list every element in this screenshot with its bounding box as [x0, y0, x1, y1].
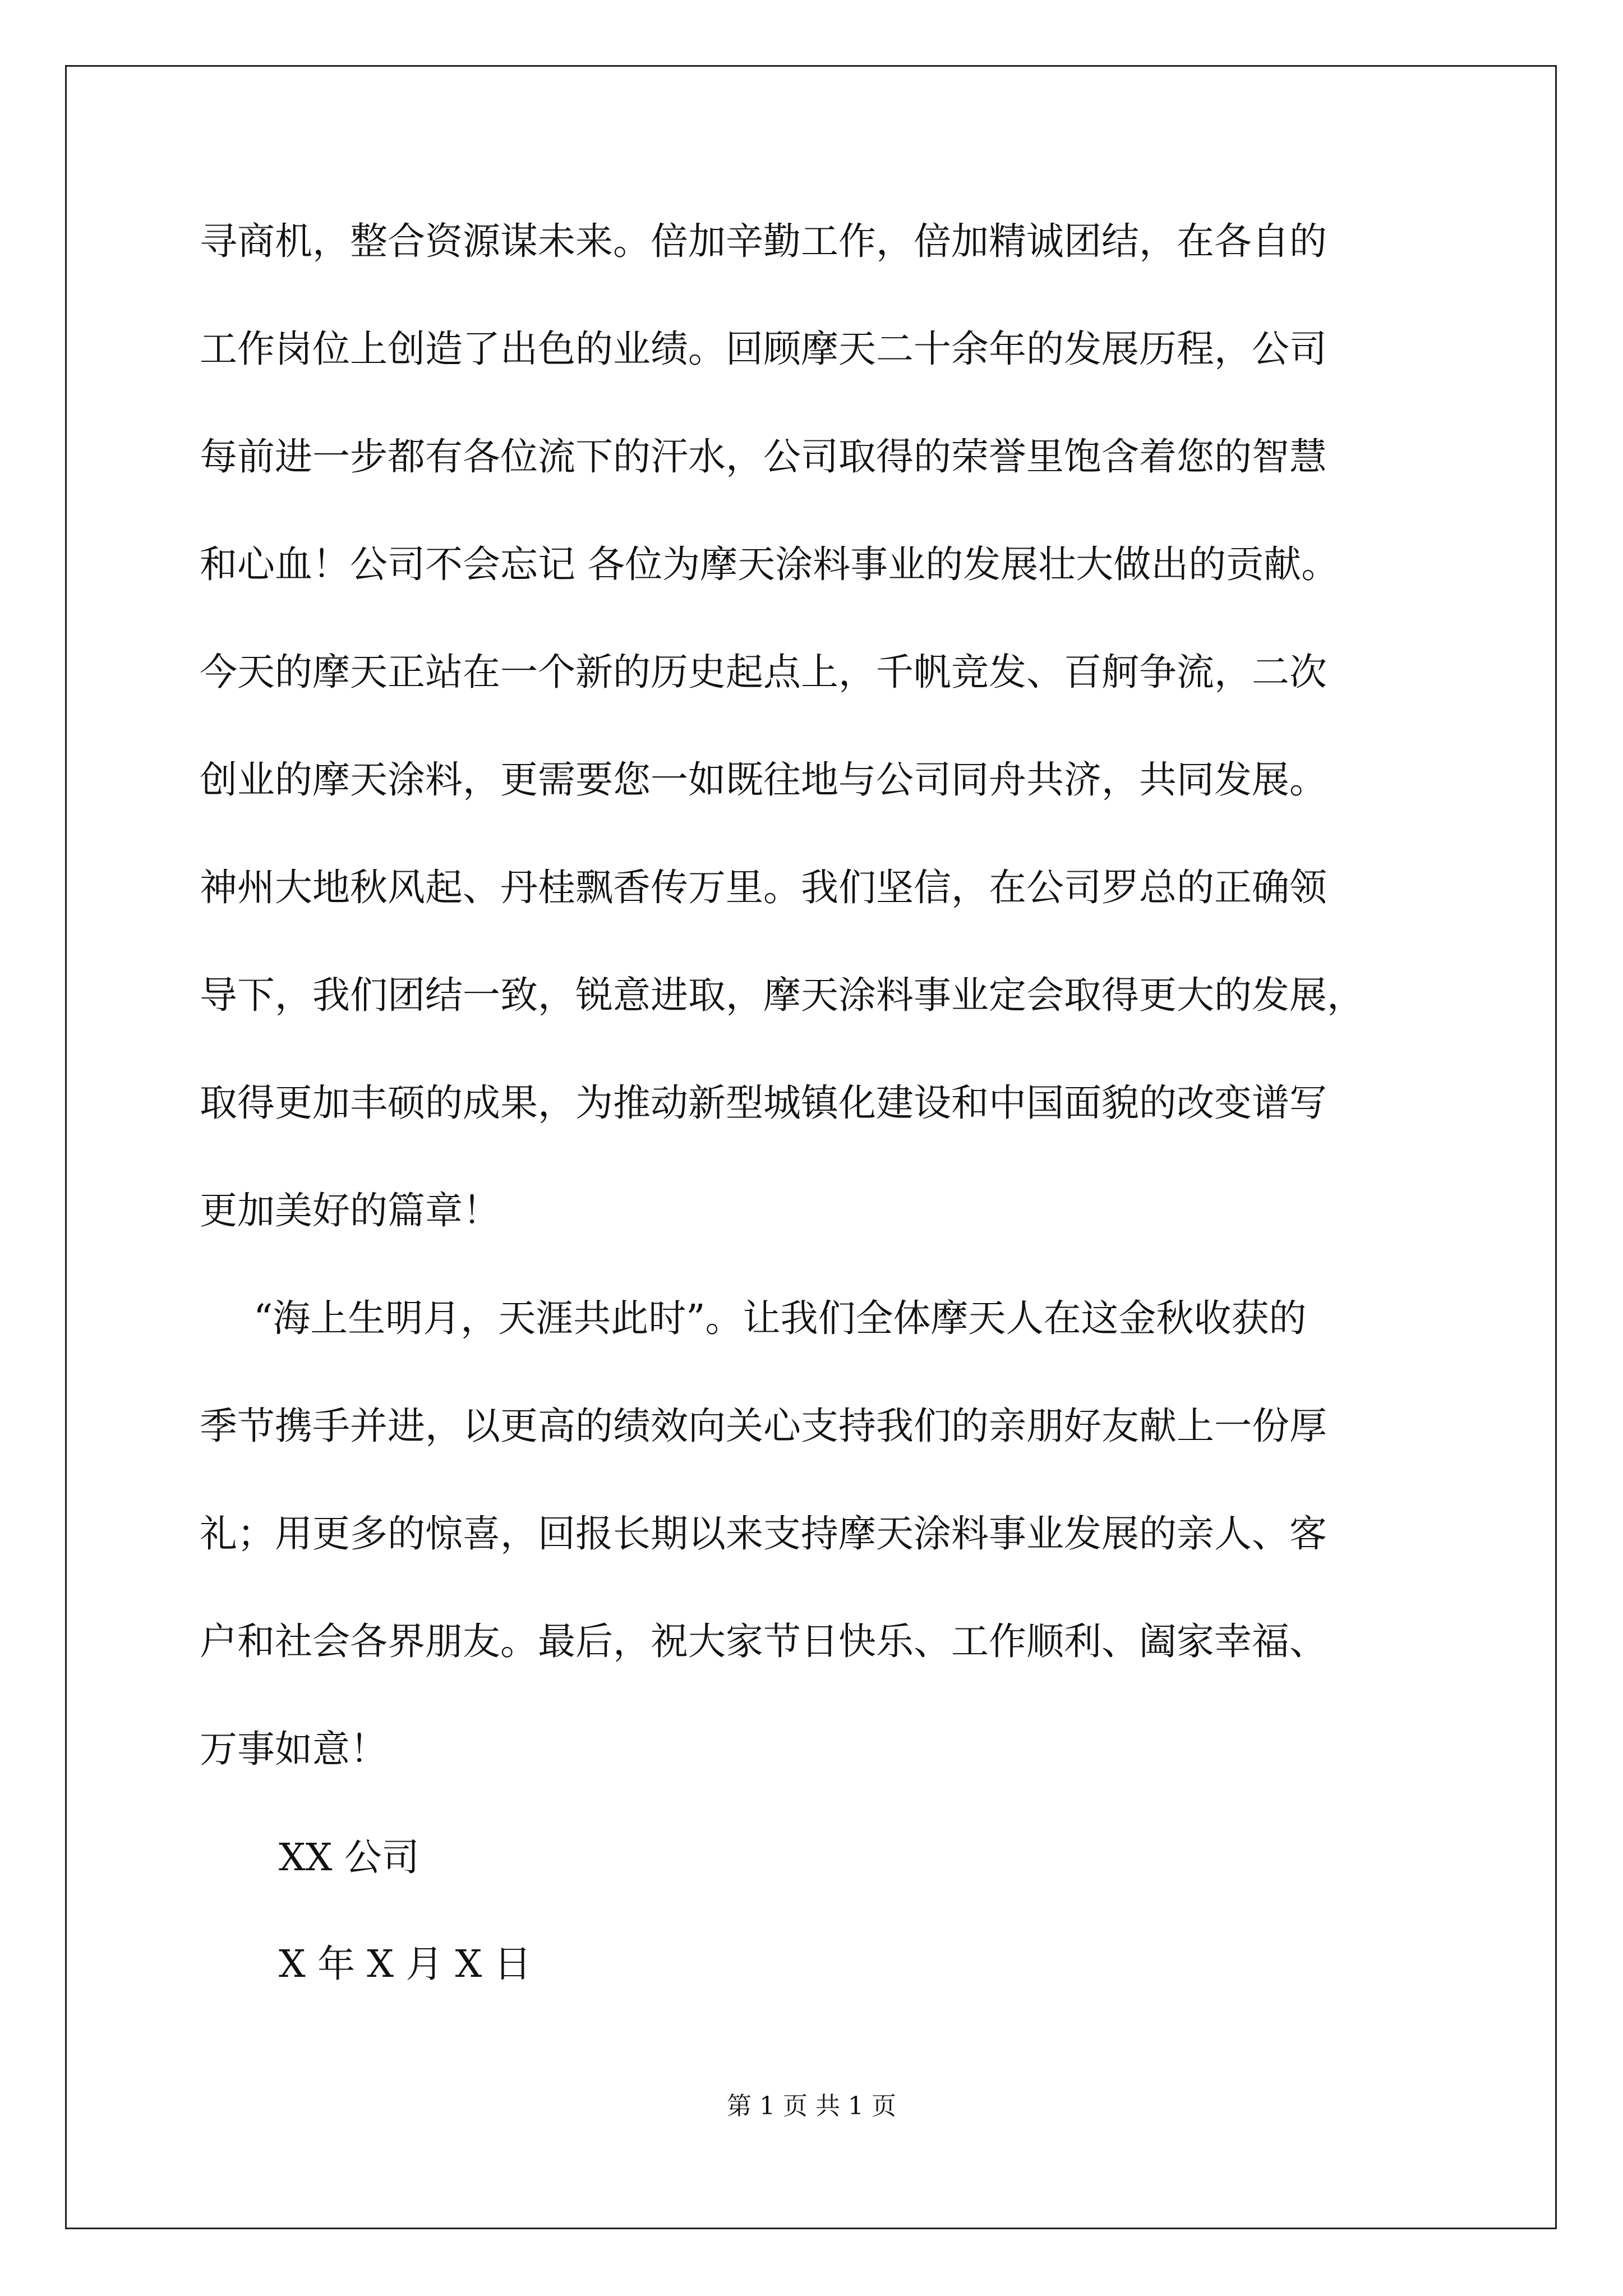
text-line: 户和社会各界朋友。最后，祝大家节日快乐、工作顺利、阖家幸福、 [200, 1619, 1327, 1663]
text-line: 寻商机，整合资源谋未来。倍加辛勤工作，倍加精诚团结，在各自的 [200, 219, 1327, 263]
text-line: 导下，我们团结一致，锐意进取，摩天涂料事业定会取得更大的发展， [200, 973, 1364, 1017]
text-line: 更加美好的篇章！ [200, 1189, 500, 1232]
text-line: 工作岗位上创造了出色的业绩。回顾摩天二十余年的发展历程，公司 [200, 327, 1327, 371]
text-line: 和心血！公司不会忘记 各位为摩天涂料事业的发展壮大做出的贡献。 [200, 542, 1339, 586]
text-line: 神州大地秋风起、丹桂飘香传万里。我们坚信，在公司罗总的正确领 [200, 866, 1327, 909]
text-line: 取得更加丰硕的成果，为推动新型城镇化建设和中国面貌的改变谱写 [200, 1081, 1327, 1125]
text-line: 礼；用更多的惊喜，回报长期以来支持摩天涂料事业发展的亲人、客 [200, 1512, 1327, 1556]
text-line: “海上生明月，天涯共此时”。让我们全体摩天人在这金秋收获的 [253, 1296, 1307, 1340]
text-line: 每前进一步都有各位流下的汗水，公司取得的荣誉里饱含着您的智慧 [200, 435, 1327, 478]
paragraph-wishes [200, 1287, 1428, 1826]
text-line: 季节携手并进，以更高的绩效向关心支持我们的亲朋好友献上一份厚 [200, 1404, 1327, 1448]
text-line: 今天的摩天正站在一个新的历史起点上，千帆竞发、百舸争流，二次 [200, 650, 1327, 694]
paragraph-closing-remarks [200, 210, 1428, 1287]
signature-date: X 年 X 月 X 日 [279, 1942, 532, 1986]
page-number: 第 1 页 共 1 页 [727, 2092, 896, 2120]
text-line: 万事如意！ [200, 1727, 388, 1771]
signature-company: XX 公司 [279, 1835, 419, 1879]
text-line: 创业的摩天涂料，更需要您一如既往地与公司同舟共济，共同发展。 [200, 758, 1327, 802]
